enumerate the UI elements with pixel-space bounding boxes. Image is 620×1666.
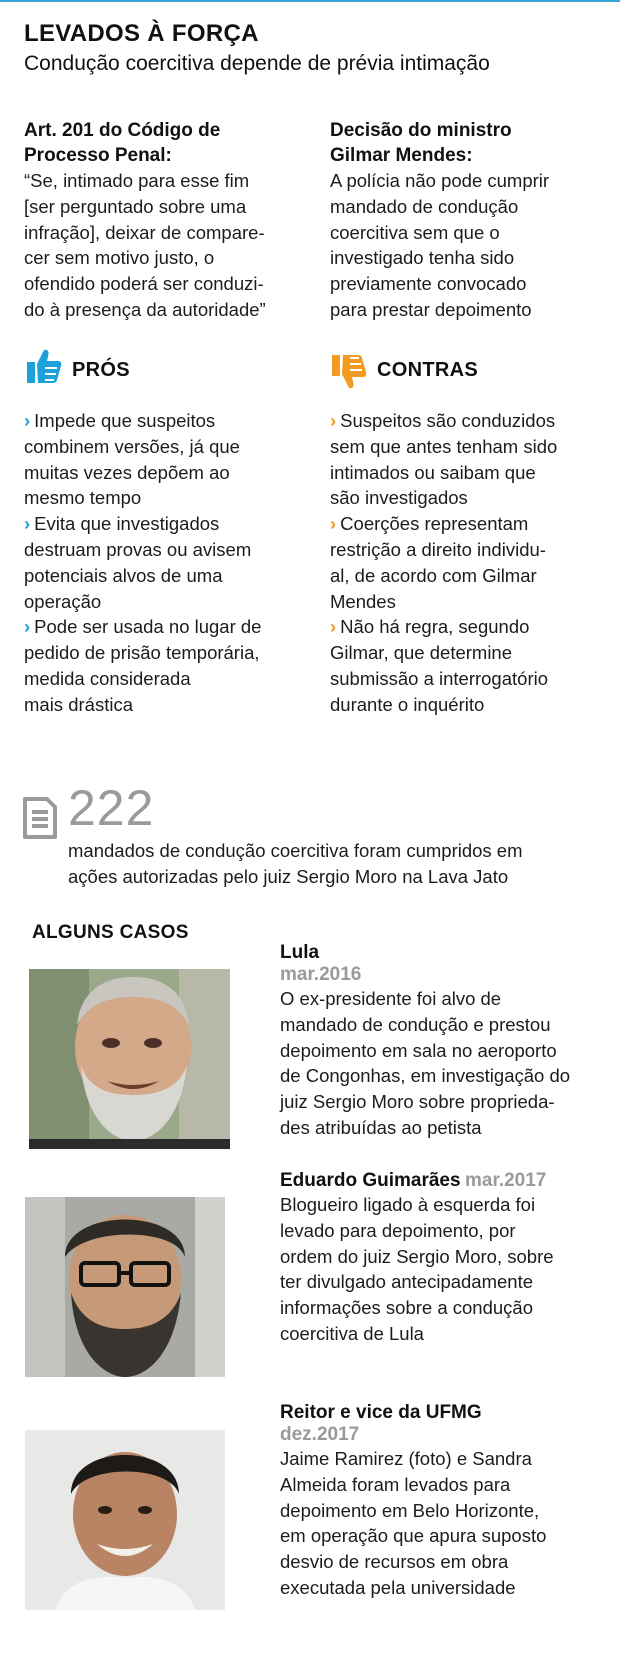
case-text-line: depoimento em sala no aeroporto — [280, 1039, 557, 1061]
decision-heading-line: Gilmar Mendes: — [330, 145, 473, 166]
chevron-right-icon: › — [330, 513, 337, 535]
cases-label: ALGUNS CASOS — [32, 922, 189, 943]
case-text-line: des atribuídas ao petista — [280, 1116, 482, 1138]
list-item-line: muitas vezes depõem ao — [24, 461, 230, 483]
list-item-line: sem que antes tenham sido — [330, 435, 558, 457]
decision-heading-line: Decisão do ministro — [330, 120, 512, 141]
case-name: Lula — [280, 942, 320, 963]
case-text-line: Almeida foram levados para — [280, 1473, 511, 1495]
list-item-line: Gilmar, que determine — [330, 642, 513, 664]
list-item-line: intimados ou saibam que — [330, 461, 536, 483]
case-text-line: levado para depoimento, por — [280, 1219, 516, 1241]
list-item: › Coerções representam — [330, 513, 529, 535]
top-accent-line — [0, 0, 620, 2]
law-text-line: infração], deixar de compare- — [24, 221, 265, 243]
chevron-right-icon: › — [330, 410, 337, 431]
list-item-line: medida considerada — [24, 667, 191, 689]
list-item-line: mesmo tempo — [24, 487, 142, 509]
chevron-right-icon: › — [24, 513, 31, 535]
law-text-line: “Se, intimado para esse fim — [24, 170, 250, 191]
reitor-photo — [25, 1430, 225, 1610]
list-item: › Suspeitos são conduzidos — [330, 410, 556, 431]
case-text-line: Blogueiro ligado à esquerda foi — [280, 1194, 536, 1215]
case-title-row — [280, 1170, 610, 1192]
chevron-right-icon: › — [330, 616, 337, 638]
decision-block — [330, 118, 610, 323]
law-text-line: do à presença da autoridade” — [24, 298, 266, 320]
case-ufmg — [280, 1402, 610, 1601]
case-text-line: ter divulgado antecipadamente — [280, 1271, 534, 1293]
case-text-line: juiz Sergio Moro sobre proprieda- — [280, 1091, 555, 1113]
case-text-line: coercitiva de Lula — [280, 1322, 424, 1344]
list-item-line: são investigados — [330, 487, 468, 509]
cons-label: CONTRAS — [377, 359, 478, 381]
case-text-line: Jaime Ramirez (foto) e Sandra — [280, 1448, 532, 1469]
eduardo-photo — [25, 1197, 225, 1377]
case-name: Eduardo Guimarães — [280, 1170, 461, 1191]
list-item: › Impede que suspeitos — [24, 410, 216, 431]
pros-list — [24, 408, 314, 718]
case-text-line: ordem do juiz Sergio Moro, sobre — [280, 1245, 554, 1267]
decision-text-line: previamente convocado — [330, 273, 527, 295]
list-item-line: operação — [24, 590, 102, 612]
list-item: › Não há regra, segundo — [330, 616, 530, 638]
list-item-line: restrição a direito individu- — [330, 538, 546, 560]
list-item-line: pedido de prisão temporária, — [24, 642, 260, 664]
case-eduardo — [280, 1170, 610, 1347]
page-title: LEVADOS À FORÇA — [24, 20, 259, 47]
lula-photo — [29, 969, 230, 1149]
list-item-line: al, de acordo com Gilmar — [330, 564, 537, 586]
list-item-line: mais drástica — [24, 693, 133, 715]
case-text-line: informações sobre a condução — [280, 1297, 533, 1319]
stat-caption — [68, 838, 608, 890]
list-item: › Evita que investigados — [24, 513, 220, 535]
law-heading-line: Art. 201 do Código de — [24, 120, 221, 141]
thumbs-down-icon — [329, 352, 369, 392]
decision-text-line: para prestar depoimento — [330, 298, 532, 320]
thumbs-up-icon — [24, 346, 64, 386]
law-block — [24, 118, 304, 323]
list-item-line: destruam provas ou avisem — [24, 538, 252, 560]
decision-text-line: coercitiva sem que o — [330, 221, 500, 243]
list-item: › Pode ser usada no lugar de — [24, 616, 262, 638]
document-icon — [22, 796, 58, 840]
case-lula — [280, 942, 610, 1141]
case-date: mar.2016 — [280, 964, 362, 985]
case-date: mar.2017 — [465, 1170, 547, 1191]
case-date: dez.2017 — [280, 1424, 360, 1445]
law-text-line: [ser perguntado sobre uma — [24, 195, 247, 217]
case-text-line: depoimento em Belo Horizonte, — [280, 1499, 540, 1521]
list-item-line: submissão a interrogatório — [330, 667, 548, 689]
stat-number: 222 — [68, 780, 155, 836]
case-text-line: desvio de recursos em obra — [280, 1551, 509, 1573]
stat-caption-line: ações autorizadas pelo juiz Sergio Moro na Lava Jato — [68, 865, 509, 887]
cons-list — [330, 408, 615, 718]
list-item-line: durante o inquérito — [330, 693, 485, 715]
decision-text-line: A polícia não pode cumprir — [330, 170, 550, 191]
case-text-line: mandado de condução e prestou — [280, 1013, 551, 1035]
chevron-right-icon: › — [24, 616, 31, 638]
decision-text-line: mandado de condução — [330, 195, 519, 217]
case-name: Reitor e vice da UFMG — [280, 1402, 482, 1423]
stat-caption-line: mandados de condução coercitiva foram cumpridos em — [68, 840, 523, 861]
chevron-right-icon: › — [24, 410, 31, 431]
list-item-line: combinem versões, já que — [24, 435, 240, 457]
list-item-line: Mendes — [330, 590, 396, 612]
case-text-line: em operação que apura suposto — [280, 1525, 547, 1547]
decision-text-line: investigado tenha sido — [330, 247, 515, 269]
pros-label: PRÓS — [72, 359, 130, 381]
page-subtitle: Condução coercitiva depende de prévia intimação — [24, 52, 490, 75]
law-text-line: ofendido poderá ser conduzi- — [24, 273, 264, 295]
law-text-line: cer sem motivo justo, o — [24, 247, 215, 269]
law-heading-line: Processo Penal: — [24, 145, 172, 166]
case-text-line: O ex-presidente foi alvo de — [280, 988, 502, 1009]
case-text-line: de Congonhas, em investigação do — [280, 1065, 571, 1087]
case-text-line: executada pela universidade — [280, 1576, 516, 1598]
list-item-line: potenciais alvos de uma — [24, 564, 223, 586]
